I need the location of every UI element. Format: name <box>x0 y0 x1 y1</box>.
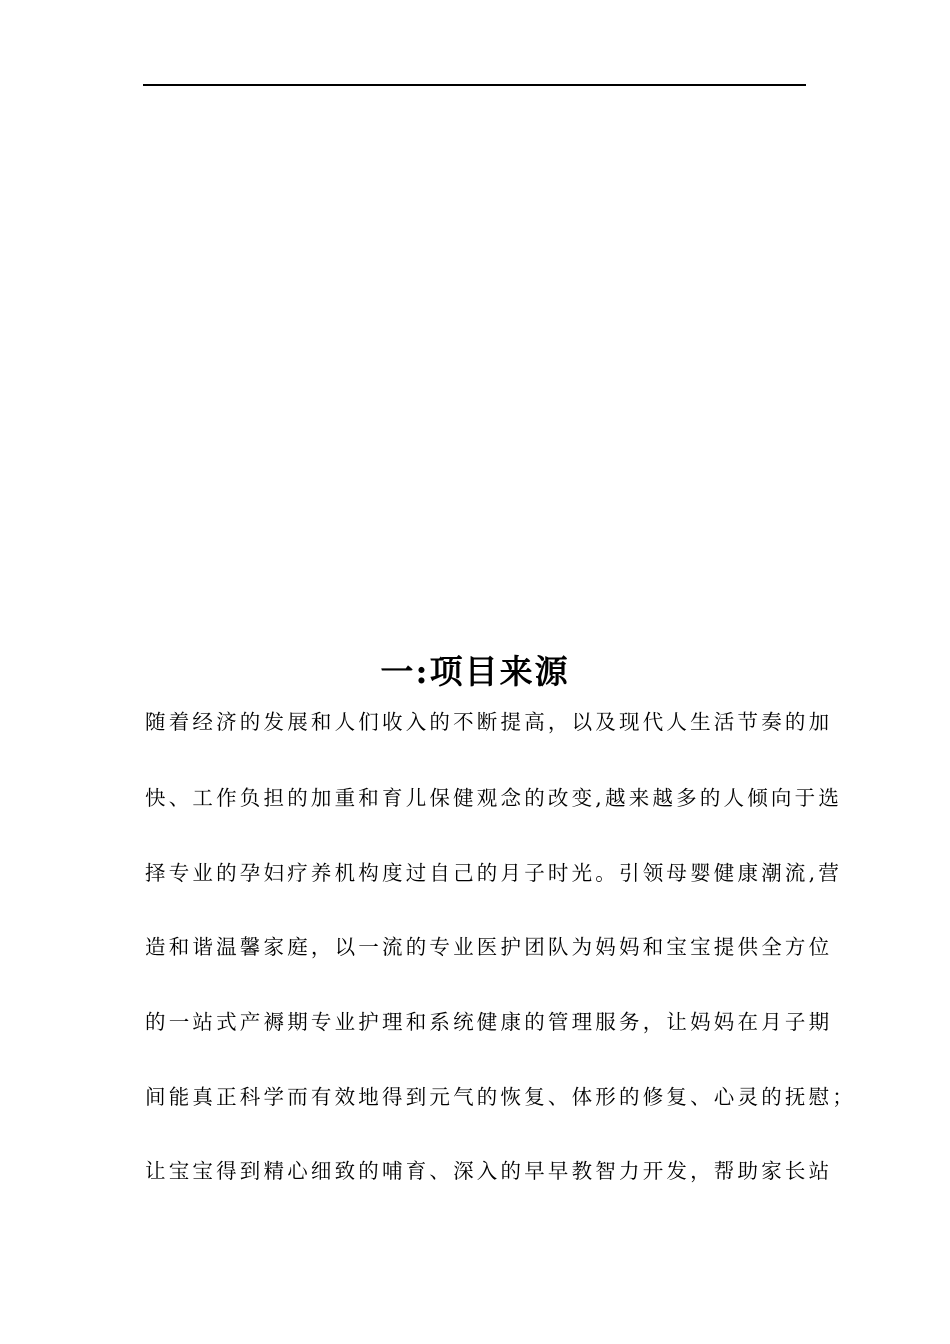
paragraph-line: 择专业的孕妇疗养机构度过自己的月子时光。引领母婴健康潮流,营 <box>145 861 843 885</box>
header-rule <box>143 84 806 86</box>
paragraph-line: 随着经济的发展和人们收入的不断提高，以及现代人生活节奏的加 <box>145 710 833 734</box>
paragraph-line: 让宝宝得到精心细致的哺育、深入的早早教智力开发，帮助家长站 <box>145 1159 833 1183</box>
paragraph-line: 间能真正科学而有效地得到元气的恢复、体形的修复、心灵的抚慰； <box>145 1085 856 1109</box>
paragraph-line: 快、工作负担的加重和育儿保健观念的改变,越来越多的人倾向于选 <box>145 786 843 810</box>
paragraph-line: 的一站式产褥期专业护理和系统健康的管理服务，让妈妈在月子期 <box>145 1010 833 1034</box>
paragraph-line: 造和谐温馨家庭，以一流的专业医护团队为妈妈和宝宝提供全方位 <box>145 935 833 959</box>
section-title: 一:项目来源 <box>380 652 570 691</box>
